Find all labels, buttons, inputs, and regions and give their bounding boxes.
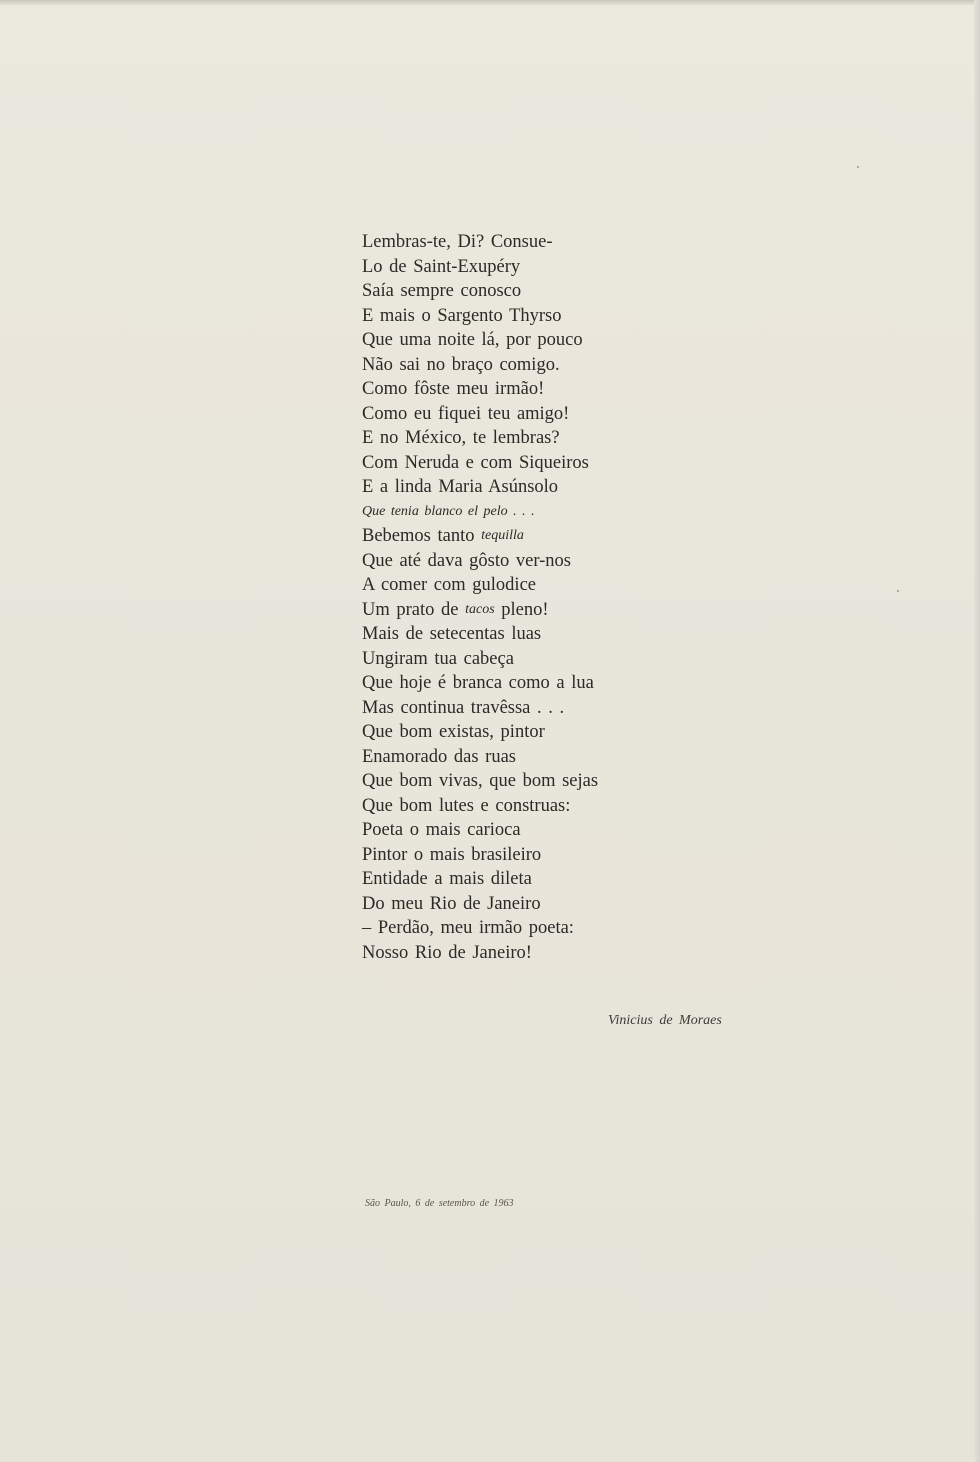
poem-line-text: pleno! [494,599,549,620]
poem-line: Nosso Rio de Janeiro! [362,942,532,963]
poem-line-spanish-quote: Que tenia blanco el pelo . . . [362,503,535,519]
poem-line: E a linda Maria Asúnsolo [362,477,559,497]
poem-line: Entidade a mais dileta [362,869,532,889]
poem-line: Poeta o mais carioca [362,820,521,840]
paper-speck [897,590,899,592]
poem-line: A comer com gulodice [362,575,536,595]
poem-line: – Perdão, meu irmão poeta: [362,918,574,938]
poem-line: Com Neruda e com Siqueiros [362,452,589,473]
author-signature: Vinicius de Moraes [608,1013,722,1028]
poem-line: E no México, te lembras? [362,428,560,448]
poem-line-text: Um prato de [362,599,466,620]
poem-line: Que bom existas, pintor [362,722,545,742]
poem-line: Como eu fiquei teu amigo! [362,403,570,424]
paper-top-edge [0,0,980,5]
poem-line-italic-word: tacos [465,601,495,617]
poem-line: Enamorado das ruas [362,746,517,767]
poem-line: Que uma noite lá, por pouco [362,330,583,350]
poem-line: Como fôste meu irmão! [362,379,545,399]
paper-speck [857,166,859,168]
poem-line: Que hoje é branca como a lua [362,673,594,693]
poem-line-text: Bebemos tanto [362,526,482,546]
poem-line: Que bom vivas, que bom sejas [362,771,599,791]
poem-line: Lo de Saint-Exupéry [362,256,521,277]
poem-line [362,524,682,549]
poem-line: Mas continua travêssa . . . [362,697,565,718]
poem-line: Não sai no braço comigo. [362,354,560,375]
poem-line: Que até dava gôsto ver-nos [362,550,572,571]
poem-line [362,598,682,623]
poem-line: Pintor o mais brasileiro [362,844,542,865]
poem [362,230,682,965]
poem-line: Que bom lutes e construas: [362,795,571,816]
poem-line: E mais o Sargento Thyrso [362,305,562,326]
poem-line: Mais de setecentas luas [362,624,542,644]
dateline: São Paulo, 6 de setembro de 1963 [365,1198,514,1209]
poem-line-italic-word: tequilla [481,528,524,543]
poem-line: Saía sempre conosco [362,281,522,301]
paper-right-edge [974,0,980,1462]
poem-line: Ungiram tua cabeça [362,648,514,669]
poem-line: Do meu Rio de Janeiro [362,893,541,914]
poem-line: Lembras-te, Di? Consue- [362,232,553,252]
